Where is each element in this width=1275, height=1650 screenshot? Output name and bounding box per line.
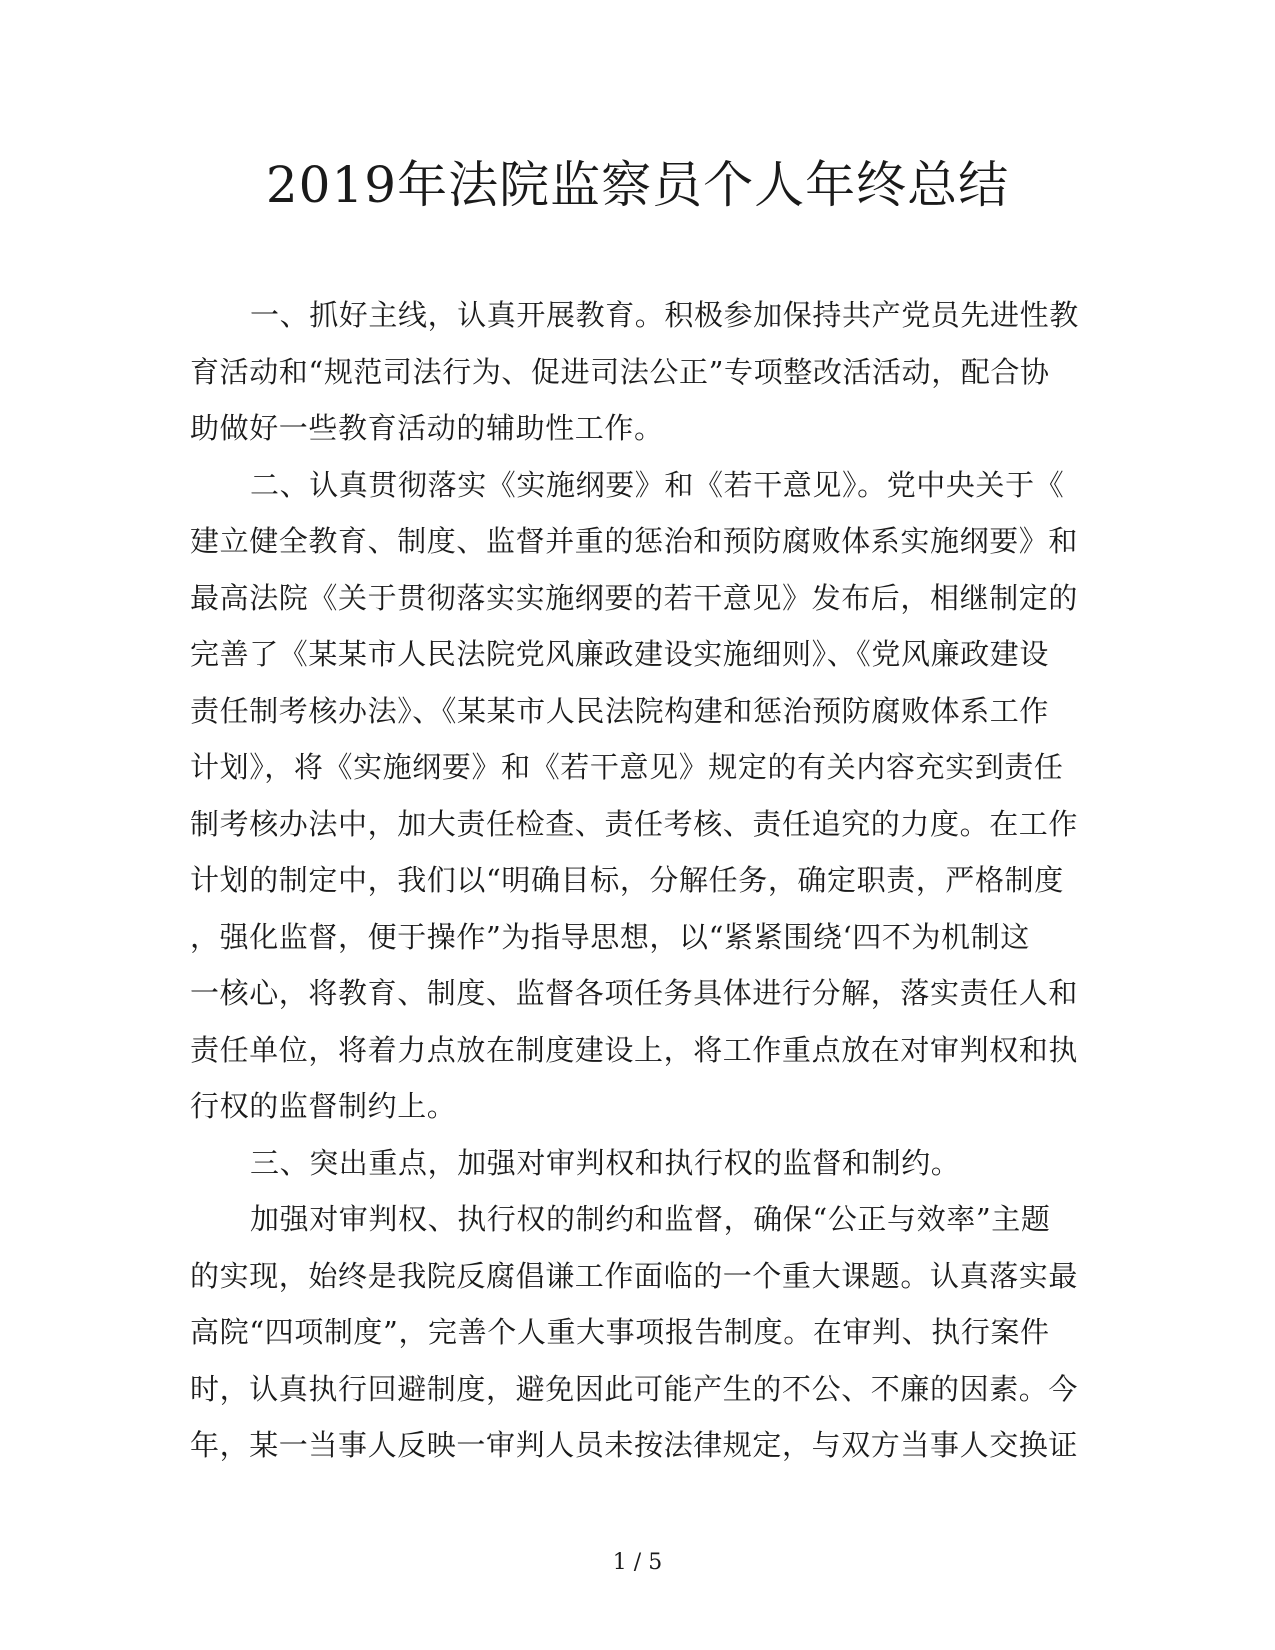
text-line: 行权的监督制约上。 [190,1089,457,1123]
text-line: 制考核办法中，加大责任检查、责任考核、责任追究的力度。在工作 [190,806,1079,841]
page-number: 1 / 5 [612,1550,663,1575]
text-line: 二、认真贯彻落实《实施纲要》和《若干意见》。党中央关于《 [250,467,1065,502]
paragraph-1 [190,287,1079,457]
text-line: ，强化监督，便于操作”为指导思想，以“紧紧围绕‘四不为机制这 [190,919,1030,954]
text-line: 建立健全教育、制度、监督并重的惩治和预防腐败体系实施纲要》和 [190,524,1079,558]
text-line: 的实现，始终是我院反腐倡谦工作面临的一个重大课题。认真落实最 [190,1258,1079,1293]
text-line: 一核心，将教育、制度、监督各项任务具体进行分解，落实责任人和 [190,976,1079,1010]
text-line: 加强对审判权、执行权的制约和监督，确保“公正与效率”主题 [250,1202,1051,1236]
text-line: 计划的制定中，我们以“明确目标，分解任务，确定职责，严格制度 [190,863,1064,897]
text-line: 育活动和“规范司法行为、促进司法公正”专项整改活活动，配合协 [190,354,1050,389]
text-line: 完善了《某某市人民法院党风廉政建设实施细则》、《党风廉政建设 [190,637,1050,671]
text-line: 责任制考核办法》、《某某市人民法院构建和惩治预防腐败体系工作 [190,693,1050,728]
text-line: 时，认真执行回避制度，避免因此可能产生的不公、不廉的因素。今 [190,1371,1079,1406]
paragraph-4 [190,1191,1079,1474]
document-title: 2019年法院监察员个人年终总结 [265,156,1010,214]
text-line: 一、抓好主线，认真开展教育。积极参加保持共产党员先进性教 [250,298,1079,332]
text-line: 三、突出重点，加强对审判权和执行权的监督和制约。 [250,1145,961,1180]
text-line: 最高法院《关于贯彻落实实施纲要的若干意见》发布后，相继制定的 [190,580,1079,615]
paragraph-2 [190,457,1079,1135]
text-line: 年，某一当事人反映一审判人员未按法律规定，与双方当事人交换证 [190,1428,1079,1462]
paragraph-3 [190,1135,1065,1192]
text-line: 助做好一些教育活动的辅助性工作。 [190,411,664,445]
text-line: 高院“四项制度”，完善个人重大事项报告制度。在审判、执行案件 [190,1315,1050,1349]
text-line: 责任单位，将着力点放在制度建设上，将工作重点放在对审判权和执 [190,1032,1079,1067]
document-body [190,287,1079,1474]
text-line: 计划》，将《实施纲要》和《若干意见》规定的有关内容充实到责任 [190,750,1064,784]
